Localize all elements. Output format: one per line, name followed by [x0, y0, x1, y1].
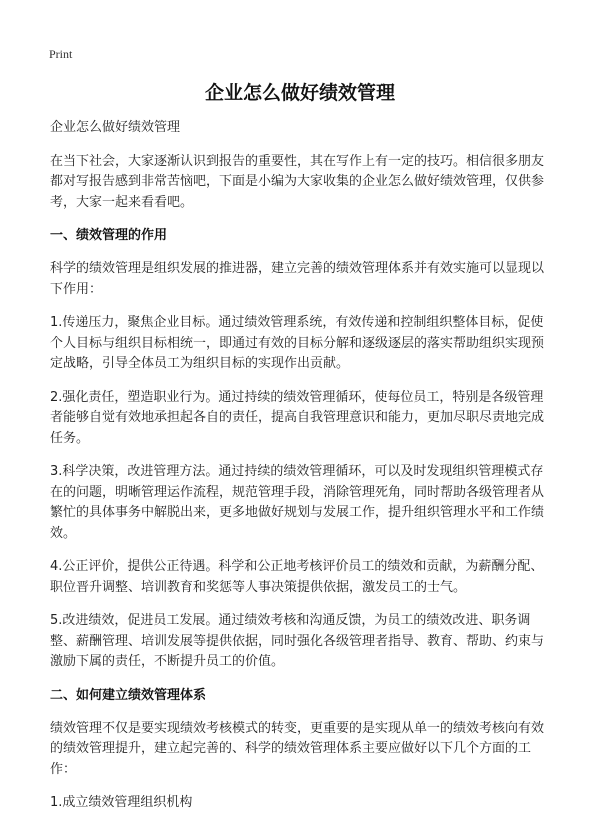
section1-item: 5.改进绩效，促进员工发展。通过绩效考核和沟通反馈，为员工的绩效改进、职务调整、薪酬管理、培训发展等提供依据，同时强化各级管理者指导、教育、帮助、约束与激励下属的责任，不断提升员工的价值。	[50, 613, 545, 669]
section1-item: 2.强化责任，塑造职业行为。通过持续的绩效管理循环，使每位员工，特别是各级管理者能够自觉有效地承担起各自的责任，提高自我管理意识和能力，更加尽职尽责地完成任务。	[50, 389, 545, 446]
section-heading-build-system: 二、如何建立绩效管理体系	[50, 687, 207, 703]
print-link[interactable]: Print	[49, 47, 73, 61]
section-heading-role: 一、绩效管理的作用	[50, 228, 168, 243]
section1-item: 4.公正评价，提供公正待遇。科学和公正地考核评价员工的绩效和贡献，为薪酬分配、职位晋升调整、培训教育和奖惩等人事决策提供依据，激发员工的士气。	[50, 559, 544, 595]
section2-lead-paragraph: 绩效管理不仅是要实现绩效考核模式的转变，更重要的是实现从单一的绩效考核向有效的绩效管理提升，建立起完善的、科学的绩效管理体系主要应做好以下几个方面的工作：	[50, 720, 545, 777]
section1-lead-paragraph: 科学的绩效管理是组织发展的推进器，建立完善的绩效管理体系并有效实施可以显现以下作用：	[50, 261, 545, 297]
article-body	[50, 118, 550, 827]
section1-item: 3.科学决策，改进管理方法。通过持续的绩效管理循环，可以及时发现组织管理模式存在的问题，明晰管理运作流程，规范管理手段，消除管理死角，同时帮助各级管理者从繁忙的具体事务中解脱出来，更多地做好规划与发展工作，提升组织管理水平和工作绩效。	[50, 464, 545, 541]
intro-paragraph: 在当下社会，大家逐渐认识到报告的重要性，其在写作上有一定的技巧。相信很多朋友都对写报告感到非常苦恼吧，下面是小编为大家收集的企业怎么做好绩效管理，仅供参考，大家一起来看看吧。	[50, 153, 545, 210]
page-title: 企业怎么做好绩效管理	[204, 82, 395, 104]
section2-item: 1.成立绩效管理组织机构	[50, 795, 193, 810]
section1-item: 1.传递压力，聚焦企业目标。通过绩效管理系统，有效传递和控制组织整体目标，促使个人目标与组织目标相统一，即通过有效的目标分解和逐级逐层的落实帮助组织实现预定战略，引导全体员工为组织目标的实现作出贡献。	[50, 315, 545, 371]
article-subtitle: 企业怎么做好绩效管理	[50, 120, 181, 135]
